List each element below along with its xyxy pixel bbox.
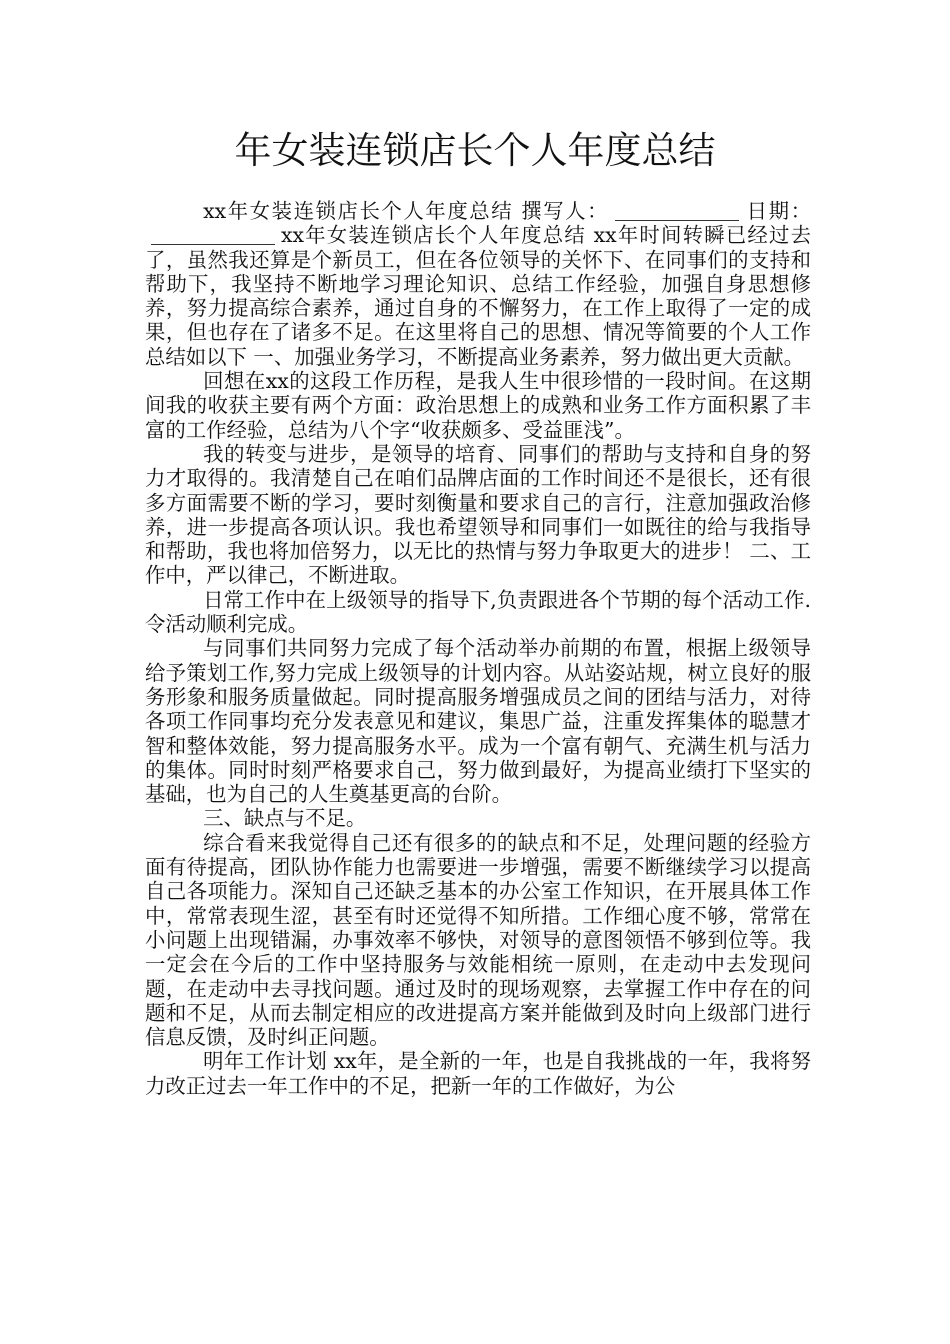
paragraph: 日常工作中在上级领导的指导下,负责跟进各个节期的每个活动工作.令活动顺利完成。 <box>145 587 811 637</box>
header-tail: xx年女装连锁店长个人年度总结 xx年时间转瞬已经过去了，虽然我还算是个新员工，但在各位领导的关怀下、在同事们的支持和帮助下，我坚持不断地学习理论知识、总结工作经验，加强自身思想修养，努力提高综合素养，通过自身的不懈努力，在工作上取得了一定的成果，但也存在了诸多不足。在这里将自己的思想、情况等简要的个人工作总结如以下 一、加强业务学习，不断提高业务素养，努力做出更大贡献。 <box>145 223 811 369</box>
paragraph: 我的转变与进步，是领导的培育、同事们的帮助与支持和自身的努力才取得的。我清楚自己在咱们品牌店面的工作时间还不是很长，还有很多方面需要不断的学习，要时刻衡量和要求自己的言行，注意加强政治修养，进一步提高各项认识。我也希望领导和同事们一如既往的给与我指导和帮助，我也将加倍努力，以无比的热情与努力争取更大的进步！ 二、工作中，严以律己，不断进取。 <box>145 441 811 588</box>
date-blank-line <box>151 224 275 245</box>
section-heading: 三、缺点与不足。 <box>203 806 367 831</box>
paragraph: 回想在xx的这段工作历程，是我人生中很珍惜的一段时间。在这期间我的收获主要有两个方面：政治思想上的成熟和业务工作方面积累了丰富的工作经验，总结为八个字“收获颇多、受益匪浅”。 <box>145 369 811 442</box>
date-label: 日期： <box>745 199 811 223</box>
document-title: 年女装连锁店长个人年度总结 <box>234 129 716 172</box>
document-body <box>145 199 811 1098</box>
header-lead: xx年女装连锁店长个人年度总结 撰写人： <box>203 199 610 223</box>
paragraph: 综合看来我觉得自己还有很多的的缺点和不足，处理问题的经验方面有待提高，团队协作能力也需要进一步增强，需要不断继续学习以提高自己各项能力。深知自己还缺乏基本的办公室工作知识，在开展具体工作中，常常表现生涩，甚至有时还觉得不知所措。工作细心度不够，常常在小问题上出现错漏，办事效率不够快，对领导的意图领悟不够到位等。我一定会在今后的工作中坚持服务与效能相统一原则，在走动中去发现问题，在走动中去寻找问题。通过及时的现场观察，去掌握工作中存在的问题和不足，从而去制定相应的改进提高方案并能做到及时向上级部门进行信息反馈，及时纠正问题。 <box>145 830 811 1050</box>
paragraph: 与同事们共同努力完成了每个活动举办前期的布置，根据上级领导给予策划工作,努力完成上级领导的计划内容。从站姿站规，树立良好的服务形象和服务质量做起。同时提高服务增强成员之间的团结与活力，对待各项工作同事均充分发表意见和建议，集思广益，注重发挥集体的聪慧才智和整体效能，努力提高服务水平。成为一个富有朝气、充满生机与活力的集体。同时时刻严格要求自己，努力做到最好，为提高业绩打下坚实的基础，也为自己的人生奠基更高的台阶。 <box>145 636 811 807</box>
header-paragraph <box>145 199 811 369</box>
author-blank-line <box>615 200 739 221</box>
paragraph: 明年工作计划 xx年，是全新的一年，也是自我挑战的一年，我将努力改正过去一年工作中的不足，把新一年的工作做好，为公 <box>145 1049 811 1098</box>
